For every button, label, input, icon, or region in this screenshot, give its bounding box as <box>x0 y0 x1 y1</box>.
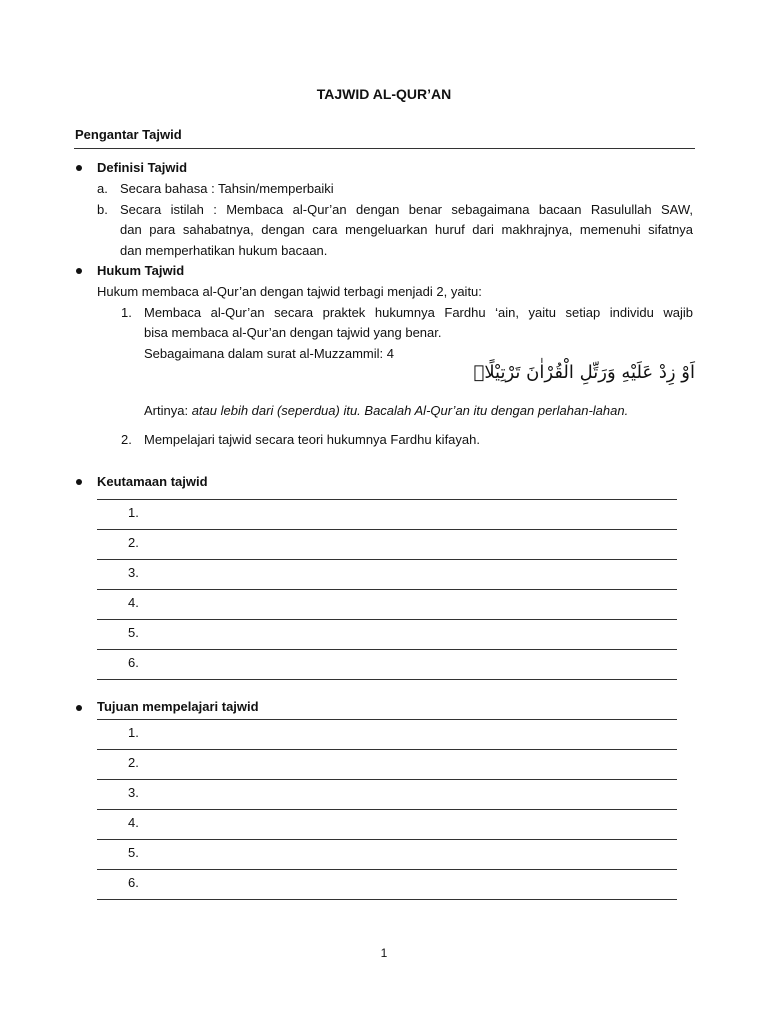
keutamaan-blank-list <box>97 499 677 680</box>
bullet-icon <box>76 268 82 274</box>
blank-line-number: 1. <box>128 505 139 520</box>
blank-line <box>97 779 677 809</box>
blank-line-number: 5. <box>128 845 139 860</box>
hukum-heading: Hukum Tajwid <box>97 263 185 278</box>
definisi-b-line-3: dan memperhatikan hukum bacaan. <box>120 243 328 258</box>
blank-line-number: 3. <box>128 565 139 580</box>
blank-line <box>97 589 677 619</box>
blank-line <box>97 619 677 649</box>
blank-line-number: 4. <box>128 815 139 830</box>
blank-line <box>97 529 677 559</box>
blank-line-number: 2. <box>128 755 139 770</box>
bullet-icon <box>76 479 82 485</box>
artinya-label: Artinya: <box>144 403 192 418</box>
hukum-item2-text: Mempelajari tajwid secara teori hukumnya Fardhu kifayah. <box>144 432 480 447</box>
blank-line <box>97 869 677 900</box>
artinya-line <box>144 401 628 421</box>
hukum-item1-line-3: Sebagaimana dalam surat al-Muzzammil: 4 <box>144 346 394 361</box>
blank-line <box>97 559 677 589</box>
hukum-item2-marker: 2. <box>121 432 132 447</box>
bullet-icon <box>76 705 82 711</box>
blank-line <box>97 749 677 779</box>
keutamaan-heading: Keutamaan tajwid <box>97 474 208 489</box>
tujuan-blank-list <box>97 719 677 900</box>
section-divider <box>74 148 695 149</box>
definisi-a-marker: a. <box>97 181 108 196</box>
definisi-heading: Definisi Tajwid <box>97 160 188 175</box>
definisi-a-text: Secara bahasa : Tahsin/memperbaiki <box>120 181 334 196</box>
arabic-verse: اَوْ زِدْ عَلَيْهِ وَرَتِّلِ الْقُرْاٰنَ تَرْتِيْلًاۗ <box>473 362 695 383</box>
blank-line-number: 4. <box>128 595 139 610</box>
definisi-b-line-1: Secara istilah : Membaca al-Qur’an dengan benar sebagaimana bacaan Rasulullah SAW, <box>120 202 693 217</box>
bullet-icon <box>76 165 82 171</box>
blank-line-number: 1. <box>128 725 139 740</box>
hukum-item1-line-1: Membaca al-Qur’an secara praktek hukumnya Fardhu ‘ain, yaitu setiap individu wajib <box>144 305 693 320</box>
hukum-intro: Hukum membaca al-Qur’an dengan tajwid terbagi menjadi 2, yaitu: <box>97 284 482 299</box>
blank-line-number: 6. <box>128 655 139 670</box>
definisi-b-marker: b. <box>97 202 108 217</box>
hukum-item1-line-2: bisa membaca al-Qur’an dengan tajwid yang benar. <box>144 325 442 340</box>
blank-line <box>97 839 677 869</box>
blank-line <box>97 649 677 680</box>
blank-line <box>97 499 677 529</box>
blank-line-number: 6. <box>128 875 139 890</box>
definisi-b-line-2: dan para sahabatnya, dengan cara mengeluarkan huruf dari makhrajnya, memenuhi sifatnya <box>120 222 693 237</box>
document-title: TAJWID AL-QUR’AN <box>316 86 452 102</box>
blank-line-number: 5. <box>128 625 139 640</box>
blank-line-number: 2. <box>128 535 139 550</box>
section-heading: Pengantar Tajwid <box>75 127 182 142</box>
blank-line-number: 3. <box>128 785 139 800</box>
hukum-item1-marker: 1. <box>121 305 132 320</box>
tujuan-heading: Tujuan mempelajari tajwid <box>97 699 259 714</box>
blank-line <box>97 809 677 839</box>
page-number: 1 <box>380 946 388 960</box>
artinya-text: atau lebih dari (seperdua) itu. Bacalah Al-Qur’an itu dengan perlahan-lahan. <box>191 403 629 418</box>
blank-line <box>97 719 677 749</box>
